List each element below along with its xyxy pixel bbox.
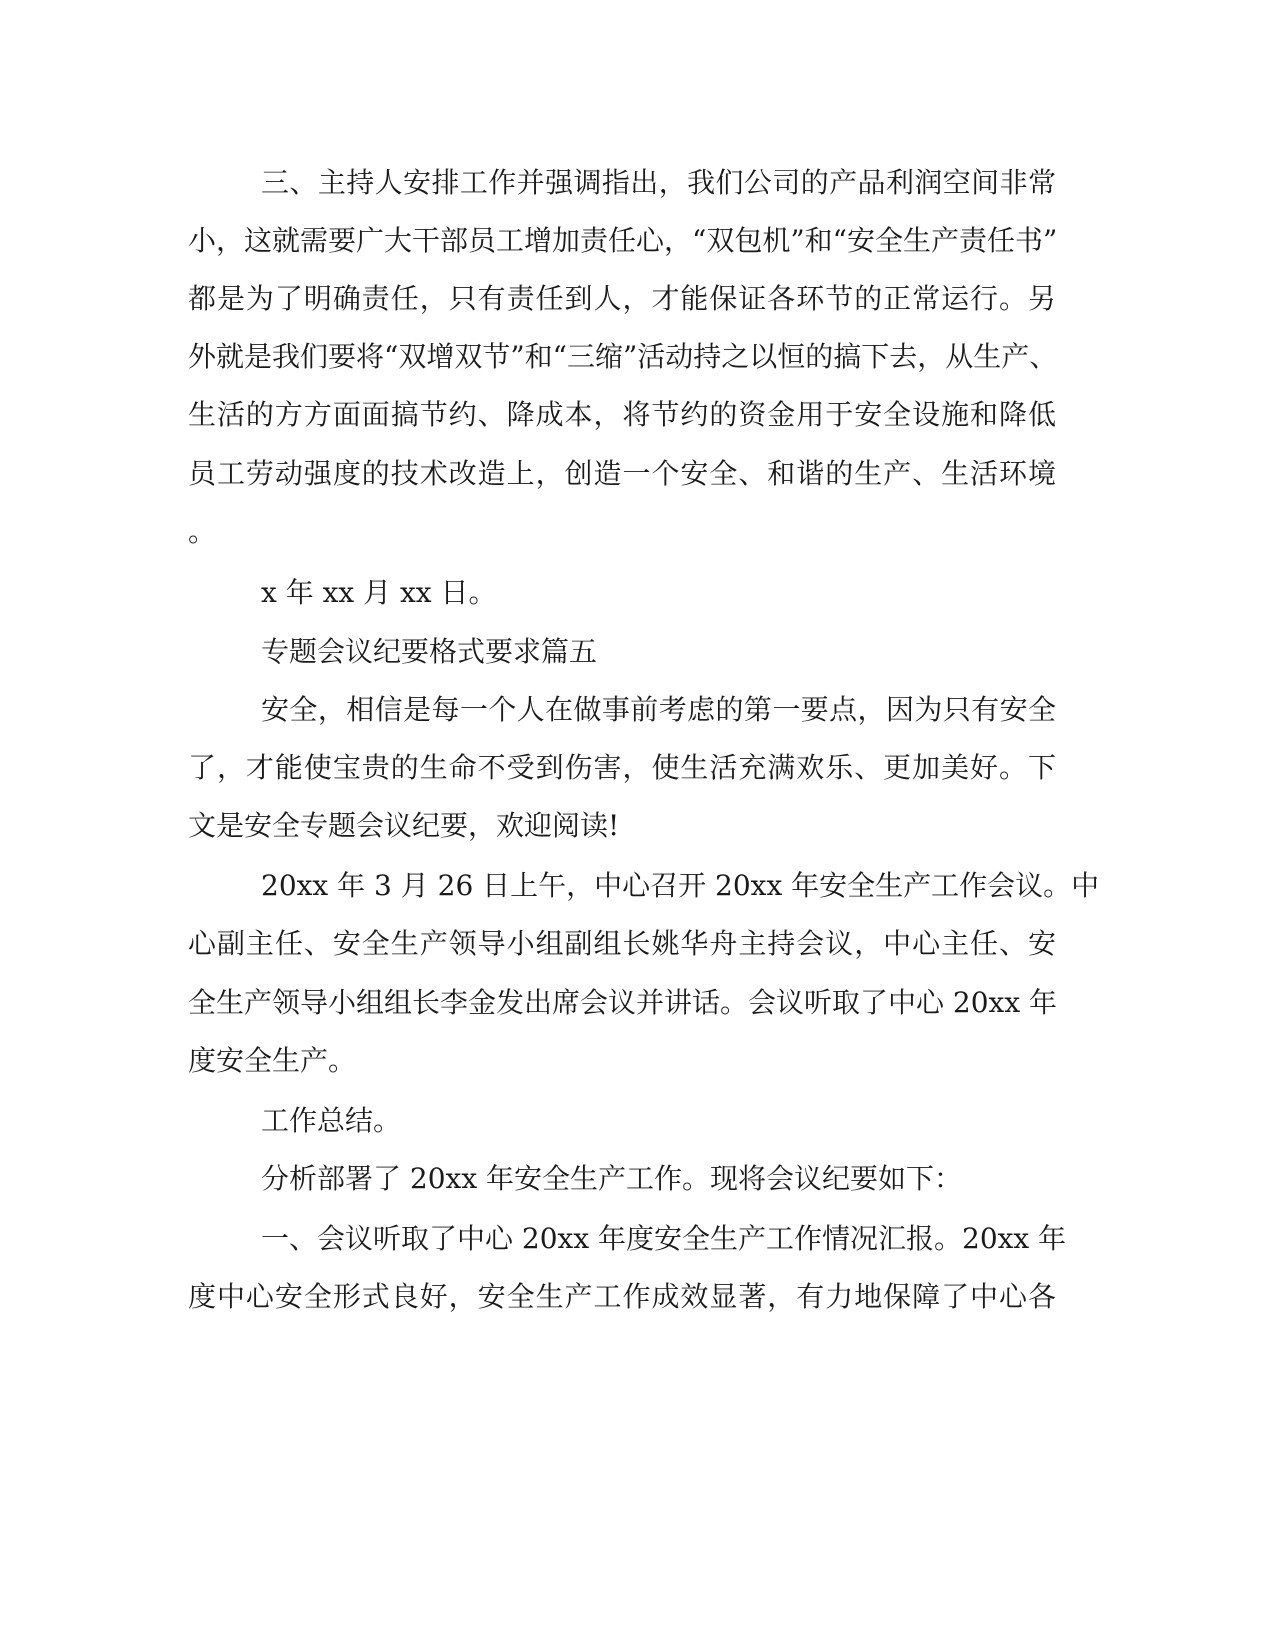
paragraph-line: 三、主持人安排工作并强调指出，我们公司的产品利润空间非常 (261, 166, 1056, 199)
paragraph-line: 外就是我们要将“双增双节”和“三缩”活动持之以恒的搞下去，从生产、 (188, 340, 1058, 373)
date-line: x 年 xx 月 xx 日。 (261, 576, 497, 609)
paragraph-line: 度安全生产。 (188, 1044, 357, 1077)
section-heading: 专题会议纪要格式要求篇五 (261, 635, 598, 668)
paragraph-line: 分析部署了 20xx 年安全生产工作。现将会议纪要如下： (261, 1162, 963, 1195)
paragraph-line: 度中心安全形式良好，安全生产工作成效显著，有力地保障了中心各 (188, 1280, 1056, 1313)
paragraph-line: 安全，相信是每一个人在做事前考虑的第一要点，因为只有安全 (261, 693, 1056, 726)
paragraph-line: 文是安全专题会议纪要，欢迎阅读! (188, 809, 620, 842)
paragraph-line: 了，才能使宝贵的生命不受到伤害，使生活充满欢乐、更加美好。下 (188, 751, 1056, 784)
paragraph-line: 一、会议听取了中心 20xx 年度安全生产工作情况汇报。20xx 年 (261, 1222, 1067, 1255)
paragraph-line: 。 (188, 515, 217, 548)
paragraph-line: 都是为了明确责任，只有责任到人，才能保证各环节的正常运行。另 (188, 282, 1056, 315)
paragraph-line: 生活的方方面面搞节约、降成本，将节约的资金用于安全设施和降低 (188, 398, 1056, 431)
paragraph-line: 工作总结。 (261, 1104, 402, 1137)
paragraph-line: 小，这就需要广大干部员工增加责任心，“双包机”和“安全生产责任书” (188, 224, 1058, 257)
paragraph-line: 全生产领导小组组长李金发出席会议并讲话。会议听取了中心 20xx 年 (188, 986, 1058, 1019)
paragraph-line: 员工劳动强度的技术改造上，创造一个安全、和谐的生产、生活环境 (188, 457, 1056, 490)
paragraph-line: 20xx 年 3 月 26 日上午，中心召开 20xx 年安全生产工作会议。中 (261, 869, 1100, 902)
paragraph-line: 心副主任、安全生产领导小组副组长姚华舟主持会议，中心主任、安 (188, 927, 1056, 960)
